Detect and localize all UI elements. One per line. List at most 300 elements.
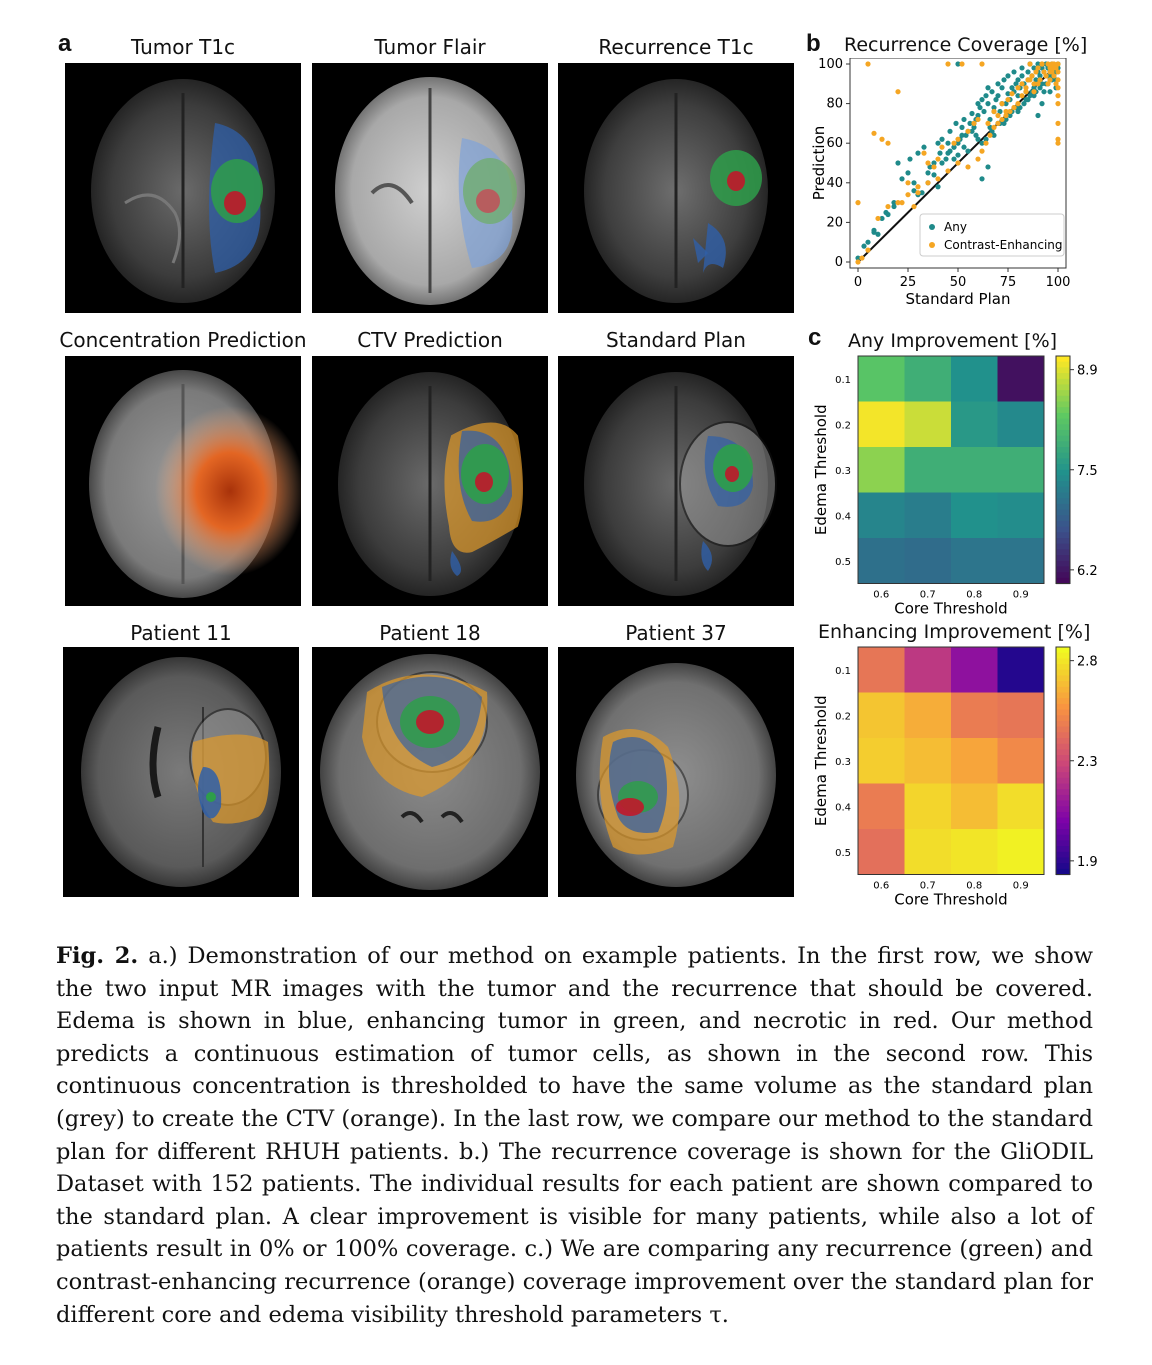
y-tick-label: 0.2 [835, 711, 851, 723]
colorbar-segment [1056, 498, 1070, 504]
scatter-point-enhancing [935, 176, 940, 181]
scatter-point-any [1023, 97, 1028, 102]
scatter-point-any [999, 85, 1004, 90]
panel-label-b: b [806, 30, 821, 57]
scatter-point-enhancing [987, 133, 992, 138]
scatter-point-enhancing [1051, 65, 1056, 70]
scatter-point-any [937, 151, 942, 156]
scatter-point-enhancing [865, 61, 870, 66]
y-axis-label: Edema Threshold [812, 695, 830, 827]
scatter-point-enhancing [925, 160, 930, 165]
colorbar-segment [1056, 789, 1070, 795]
colorbar-segment [1056, 795, 1070, 801]
colorbar-tick-label: 8.9 [1077, 363, 1098, 379]
scatter-point-any [979, 97, 984, 102]
mri-recurrence-t1c [558, 63, 794, 313]
heatmap-any-title: Any Improvement [%] [848, 330, 1058, 352]
scatter-point-any [959, 125, 964, 130]
heatmap-cell [998, 402, 1045, 448]
scatter-point-enhancing [879, 137, 884, 142]
y-tick-label: 0.1 [835, 665, 851, 677]
scatter-point-any [931, 172, 936, 177]
scatter-point-any [945, 141, 950, 146]
x-tick-label: 0.9 [1012, 880, 1029, 892]
title-recurrence-t1c: Recurrence T1c [598, 35, 754, 59]
scatter-point-enhancing [1011, 105, 1016, 110]
colorbar-segment [1056, 379, 1070, 385]
scatter-point-enhancing [955, 137, 960, 142]
colorbar-segment [1056, 555, 1070, 561]
scatter-point-enhancing [959, 61, 964, 66]
scatter-point-any [1035, 113, 1040, 118]
title-concentration-prediction: Concentration Prediction [59, 328, 307, 352]
heatmap-cell [951, 447, 998, 493]
scatter-point-enhancing [931, 164, 936, 169]
colorbar-segment [1056, 515, 1070, 521]
title-tumor-t1c: Tumor T1c [130, 35, 236, 59]
legend-label: Contrast-Enhancing [944, 238, 1063, 252]
x-tick-label: 0.8 [966, 880, 983, 892]
scatter-point-enhancing [1043, 73, 1048, 78]
heatmap-cell [858, 356, 905, 402]
title-patient-11: Patient 11 [130, 621, 232, 645]
y-tick-label: 100 [818, 58, 843, 72]
colorbar-segment [1056, 761, 1070, 767]
scatter-point-any [961, 117, 966, 122]
colorbar-segment [1056, 487, 1070, 493]
scatter-point-enhancing [1019, 93, 1024, 98]
colorbar-segment [1056, 572, 1070, 578]
scatter-point-enhancing [975, 117, 980, 122]
heatmap-cell [905, 693, 952, 739]
colorbar-segment [1056, 658, 1070, 664]
scatter-point-enhancing [999, 101, 1004, 106]
colorbar-tick-label: 2.3 [1077, 754, 1098, 770]
scatter-chart [806, 58, 1076, 314]
scatter-point-enhancing [1015, 85, 1020, 90]
scatter-point-enhancing [1027, 61, 1032, 66]
y-axis-label: Edema Threshold [812, 404, 830, 536]
scatter-point-any [977, 105, 982, 110]
scatter-point-enhancing [855, 200, 860, 205]
colorbar-tick-label: 1.9 [1077, 854, 1098, 870]
heatmap-enhancing-title: Enhancing Improvement [%] [818, 621, 1091, 643]
colorbar-segment [1056, 778, 1070, 784]
x-tick-label: 0.6 [873, 880, 890, 892]
heatmap-cell [998, 493, 1045, 539]
heatmap-any [806, 352, 1102, 620]
scatter-point-any [907, 156, 912, 161]
scatter-point-enhancing [1055, 93, 1060, 98]
colorbar-segment [1056, 772, 1070, 778]
scatter-point-enhancing [991, 109, 996, 114]
y-tick-label: 20 [826, 215, 843, 231]
scatter-point-any [1015, 77, 1020, 82]
colorbar-segment [1056, 407, 1070, 413]
x-axis-label: Core Threshold [894, 599, 1008, 618]
heatmap-cell [905, 356, 952, 402]
panel-label-a: a [58, 30, 72, 57]
y-axis-label: Prediction [810, 125, 828, 201]
scatter-point-any [1019, 65, 1024, 70]
y-tick-label: 40 [826, 175, 843, 191]
mri-ctv-prediction [312, 356, 548, 606]
x-tick-label: 100 [1045, 275, 1071, 290]
colorbar-segment [1056, 698, 1070, 704]
scatter-point-enhancing [991, 125, 996, 130]
scatter-point-enhancing [983, 141, 988, 146]
scatter-point-enhancing [895, 200, 900, 205]
mri-standard-plan [558, 356, 794, 606]
mri-concentration-prediction [65, 356, 301, 606]
scatter-point-enhancing [859, 255, 864, 260]
colorbar-segment [1056, 453, 1070, 459]
scatter-point-any [1011, 69, 1016, 74]
x-axis-label: Core Threshold [894, 890, 1008, 908]
colorbar-segment [1056, 738, 1070, 744]
colorbar-segment [1056, 538, 1070, 544]
y-tick-label: 0.3 [835, 465, 851, 477]
colorbar-segment [1056, 458, 1070, 464]
colorbar-segment [1056, 846, 1070, 852]
mri-tumor-t1c [65, 63, 301, 313]
colorbar-segment [1056, 532, 1070, 538]
scatter-point-enhancing [979, 149, 984, 154]
colorbar-segment [1056, 521, 1070, 527]
colorbar-segment [1056, 464, 1070, 470]
colorbar-segment [1056, 693, 1070, 699]
heatmap-cell [858, 829, 905, 875]
mri-tumor-flair [312, 63, 548, 313]
x-tick-label: 50 [949, 275, 967, 290]
heatmap-cell [951, 493, 998, 539]
scatter-point-enhancing [1019, 81, 1024, 86]
scatter-point-any [1001, 77, 1006, 82]
heatmap-cell [951, 738, 998, 784]
colorbar-segment [1056, 481, 1070, 487]
x-tick-label: 0.7 [919, 880, 936, 892]
colorbar-segment [1056, 784, 1070, 790]
colorbar-segment [1056, 727, 1070, 733]
heatmap-cell [951, 647, 998, 693]
scatter-point-any [1039, 101, 1044, 106]
colorbar-segment [1056, 356, 1070, 362]
mri-patient-11 [63, 647, 299, 897]
heatmap-cell [998, 538, 1045, 584]
scatter-point-enhancing [945, 61, 950, 66]
heatmap-cell [905, 647, 952, 693]
scatter-point-enhancing [915, 190, 920, 195]
colorbar-segment [1056, 367, 1070, 373]
y-tick-label: 0 [834, 255, 843, 270]
colorbar-segment [1056, 647, 1070, 653]
scatter-point-any [951, 156, 956, 161]
colorbar-segment [1056, 857, 1070, 863]
scatter-point-enhancing [905, 192, 910, 197]
colorbar-segment [1056, 681, 1070, 687]
heatmap-cell [858, 493, 905, 539]
scatter-point-enhancing [1055, 101, 1060, 106]
colorbar-segment [1056, 549, 1070, 555]
colorbar-tick-label: 2.8 [1077, 654, 1098, 670]
scatter-point-enhancing [1031, 89, 1036, 94]
scatter-point-any [953, 121, 958, 126]
heatmap-cell [951, 356, 998, 402]
scatter-point-enhancing [1047, 77, 1052, 82]
scatter-point-enhancing [955, 160, 960, 165]
colorbar-segment [1056, 818, 1070, 824]
scatter-point-any [989, 89, 994, 94]
scatter-point-any [969, 111, 974, 116]
figure-caption [56, 940, 1093, 1331]
scatter-point-any [875, 232, 880, 237]
colorbar-segment [1056, 806, 1070, 812]
scatter-point-enhancing [1007, 109, 1012, 114]
scatter-point-any [885, 212, 890, 217]
caption-label: Fig. 2. [56, 943, 139, 969]
mri-patient-37 [558, 647, 794, 897]
scatter-point-enhancing [871, 131, 876, 136]
colorbar-segment [1056, 544, 1070, 550]
y-tick-label: 0.4 [835, 511, 851, 523]
colorbar-segment [1056, 835, 1070, 841]
heatmap-cell [998, 447, 1045, 493]
scatter-point-any [939, 137, 944, 142]
title-patient-37: Patient 37 [625, 621, 727, 645]
colorbar-segment [1056, 527, 1070, 533]
concentration-heatmap [155, 406, 301, 576]
scatter-point-any [871, 228, 876, 233]
scatter-point-any [981, 109, 986, 114]
colorbar-segment [1056, 829, 1070, 835]
heatmap-cell [858, 647, 905, 693]
colorbar-segment [1056, 687, 1070, 693]
heatmap-cell [858, 447, 905, 493]
scatter-point-enhancing [1051, 73, 1056, 78]
scatter-point-enhancing [1055, 69, 1060, 74]
legend-label: Any [944, 220, 967, 234]
scatter-point-enhancing [995, 121, 1000, 126]
colorbar-segment [1056, 504, 1070, 510]
scatter-point-enhancing [985, 121, 990, 126]
scatter-point-enhancing [979, 61, 984, 66]
scatter-point-any [865, 240, 870, 245]
caption-text: a.) Demonstration of our method on example patients. In the first row, we show the two input MR images with the tumor and the recurrence that should be covered. Edema is shown in blue, enhancing tumor in green, and necrotic in red. Our method predicts a continuous estimation of tumor cells, as shown in the second row. This continuous concentration is thresholded to have the same volume as the standard plan (grey) to create the CTV (orange). In the last row, we compare our method to the standard plan for different RHUH patients. b.) The recurrence coverage is shown for the GliODIL Dataset with 152 patients. The individual results for each patient are shown compared to the standard plan. A clear improvement is visible for many patients, while also a lot of patients result in 0% or 100% coverage. c.) We are comparing any recurrence (green) and contrast-enhancing recurrence (orange) coverage improvement over the standard plan for different core and edema visibility threshold parameters τ. [56, 943, 1093, 1328]
scatter-point-any [943, 156, 948, 161]
scatter-point-enhancing [975, 156, 980, 161]
scatter-point-enhancing [885, 204, 890, 209]
heatmap-cell [951, 693, 998, 739]
colorbar-segment [1056, 812, 1070, 818]
heatmap-enhancing [806, 643, 1102, 908]
x-tick-label: 25 [899, 275, 917, 290]
y-tick-label: 0.5 [835, 847, 851, 859]
heatmap-cell [905, 538, 952, 584]
heatmap-cell [951, 829, 998, 875]
x-tick-label: 0.9 [1012, 589, 1029, 601]
scatter-point-any [973, 133, 978, 138]
scatter-point-any [985, 85, 990, 90]
y-tick-label: 0.1 [835, 374, 851, 386]
y-tick-label: 0.4 [835, 802, 851, 814]
scatter-point-any [1047, 89, 1052, 94]
legend-marker [929, 242, 935, 248]
x-tick-label: 75 [999, 275, 1017, 290]
scatter-point-enhancing [1003, 113, 1008, 118]
heatmap-cell [858, 784, 905, 830]
scatter-point-any [995, 93, 1000, 98]
colorbar-segment [1056, 744, 1070, 750]
scatter-point-enhancing [1055, 141, 1060, 146]
scatter-point-any [939, 160, 944, 165]
scatter-point-any [979, 176, 984, 181]
colorbar-segment [1056, 493, 1070, 499]
colorbar-segment [1056, 441, 1070, 447]
scatter-point-any [1019, 73, 1024, 78]
colorbar-segment [1056, 766, 1070, 772]
scatter-point-enhancing [1039, 61, 1044, 66]
scatter-point-any [947, 129, 952, 134]
legend-marker [929, 224, 935, 230]
scatter-point-enhancing [1035, 81, 1040, 86]
colorbar-segment [1056, 710, 1070, 716]
panel-label-c: c [808, 324, 822, 351]
heatmap-cell [905, 402, 952, 448]
scatter-point-any [947, 149, 952, 154]
scatter-point-enhancing [1009, 91, 1014, 96]
heatmap-cell [998, 647, 1045, 693]
scatter-point-any [895, 160, 900, 165]
title-tumor-flair: Tumor Flair [374, 35, 486, 59]
scatter-point-enhancing [885, 141, 890, 146]
scatter-point-any [935, 184, 940, 189]
scatter-point-any [1025, 69, 1030, 74]
scatter-point-enhancing [1055, 77, 1060, 82]
scatter-point-any [985, 164, 990, 169]
colorbar-segment [1056, 424, 1070, 430]
scatter-point-any [995, 81, 1000, 86]
heatmap-cell [951, 402, 998, 448]
colorbar-segment [1056, 396, 1070, 402]
scatter-point-any [959, 133, 964, 138]
scatter-point-enhancing [971, 121, 976, 126]
x-tick-label: 0.6 [873, 589, 890, 601]
scatter-point-enhancing [1055, 121, 1060, 126]
scatter-point-any [861, 244, 866, 249]
scatter-point-enhancing [915, 184, 920, 189]
scatter-point-enhancing [865, 248, 870, 253]
colorbar-segment [1056, 664, 1070, 670]
scatter-point-any [983, 93, 988, 98]
colorbar-segment [1056, 749, 1070, 755]
colorbar-segment [1056, 390, 1070, 396]
scatter-point-any [985, 101, 990, 106]
colorbar-segment [1056, 373, 1070, 379]
colorbar-segment [1056, 823, 1070, 829]
heatmap-cell [998, 356, 1045, 402]
colorbar-segment [1056, 419, 1070, 425]
colorbar-segment [1056, 732, 1070, 738]
scatter-point-enhancing [1015, 101, 1020, 106]
scatter-point-enhancing [1005, 97, 1010, 102]
x-axis-label: Standard Plan [905, 290, 1011, 308]
heatmap-cell [858, 402, 905, 448]
heatmap-cell [905, 447, 952, 493]
scatter-point-enhancing [965, 164, 970, 169]
scatter-point-enhancing [1023, 85, 1028, 90]
scatter-point-enhancing [1035, 65, 1040, 70]
scatter-point-enhancing [995, 113, 1000, 118]
heatmap-cell [905, 784, 952, 830]
colorbar-segment [1056, 362, 1070, 368]
colorbar-segment [1056, 475, 1070, 481]
scatter-point-enhancing [1055, 61, 1060, 66]
colorbar-segment [1056, 447, 1070, 453]
heatmap-cell [951, 784, 998, 830]
scatter-point-enhancing [1047, 69, 1052, 74]
scatter-point-enhancing [935, 156, 940, 161]
heatmap-cell [951, 538, 998, 584]
colorbar-segment [1056, 840, 1070, 846]
title-patient-18: Patient 18 [379, 621, 481, 645]
heatmap-cell [858, 738, 905, 784]
scatter-point-any [905, 170, 910, 175]
colorbar-segment [1056, 430, 1070, 436]
heatmap-cell [858, 693, 905, 739]
scatter-point-enhancing [895, 89, 900, 94]
scatter-point-enhancing [965, 129, 970, 134]
scatter-point-any [961, 145, 966, 150]
colorbar-segment [1056, 675, 1070, 681]
colorbar-segment [1056, 755, 1070, 761]
heatmap-cell [905, 738, 952, 784]
scatter-point-enhancing [939, 145, 944, 150]
y-tick-label: 0.5 [835, 556, 851, 568]
scatter-point-any [915, 151, 920, 156]
scatter-point-enhancing [921, 151, 926, 156]
scatter-point-enhancing [1027, 77, 1032, 82]
scatter-point-any [935, 141, 940, 146]
colorbar-segment [1056, 801, 1070, 807]
necrotic-overlay [224, 191, 246, 215]
scatter-point-enhancing [925, 180, 930, 185]
colorbar-segment [1056, 715, 1070, 721]
scatter-point-any [899, 176, 904, 181]
title-standard-plan: Standard Plan [606, 328, 746, 352]
y-tick-label: 80 [826, 96, 843, 112]
heatmap-cell [998, 693, 1045, 739]
title-ctv-prediction: CTV Prediction [357, 328, 503, 352]
colorbar-tick-label: 6.2 [1077, 563, 1098, 579]
colorbar-segment [1056, 413, 1070, 419]
heatmap-cell [998, 829, 1045, 875]
scatter-point-any [921, 145, 926, 150]
scatter-point-any [911, 180, 916, 185]
x-tick-label: 0 [853, 275, 863, 290]
colorbar-segment [1056, 561, 1070, 567]
colorbar-segment [1056, 510, 1070, 516]
scatter-point-enhancing [875, 216, 880, 221]
scatter-point-enhancing [1055, 85, 1060, 90]
x-tick-label: 0.8 [966, 589, 983, 601]
colorbar-segment [1056, 852, 1070, 858]
y-tick-label: 60 [826, 136, 843, 152]
scatter-point-enhancing [951, 141, 956, 146]
scatter-point-any [965, 149, 970, 154]
colorbar-tick-label: 7.5 [1077, 463, 1098, 479]
scatter-point-enhancing [855, 259, 860, 264]
heatmap-cell [998, 738, 1045, 784]
